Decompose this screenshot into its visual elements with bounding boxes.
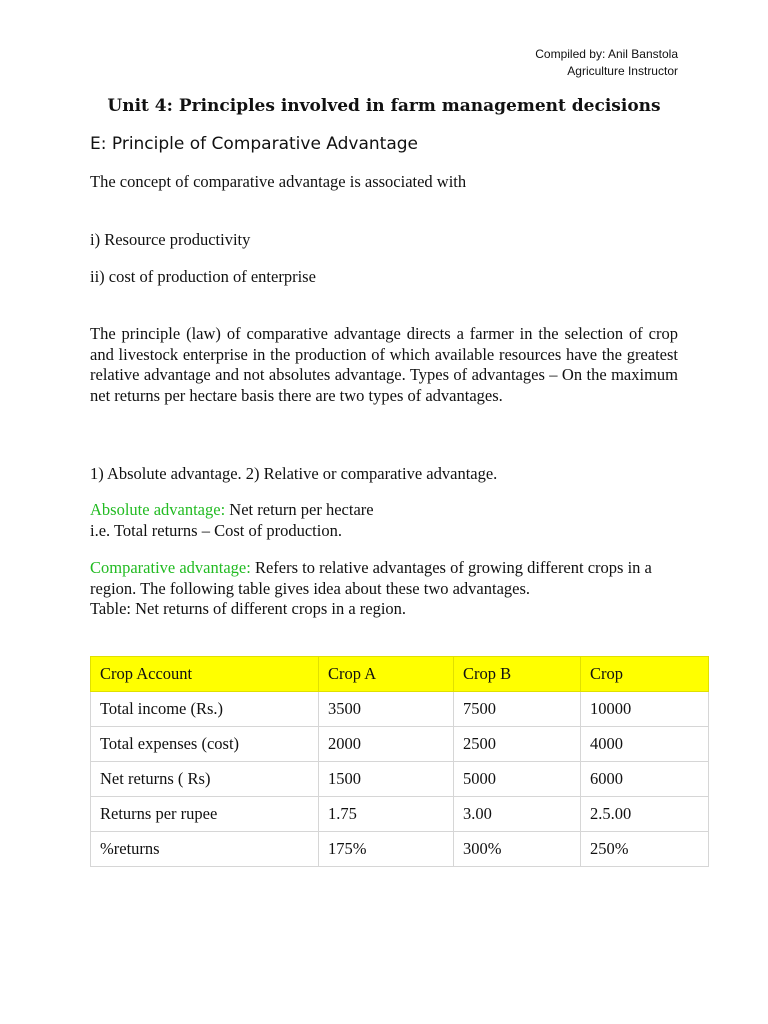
- table-cell: 300%: [454, 832, 581, 867]
- absolute-advantage-formula: i.e. Total returns – Cost of production.: [90, 520, 342, 540]
- table-cell: Returns per rupee: [91, 797, 319, 832]
- absolute-advantage-block: [90, 500, 678, 541]
- table-cell: 1500: [319, 762, 454, 797]
- table-row: [91, 797, 709, 832]
- table-cell: 4000: [581, 727, 709, 762]
- table-cell: 5000: [454, 762, 581, 797]
- principle-paragraph: The principle (law) of comparative advantage directs a farmer in the selection of crop and livestock enterprise in the production of which available resources have the greatest relative advantage and not absolutes advantage. Types of advantages – On the maximum net returns per hectare basis there are two types of advantages.: [90, 324, 678, 405]
- absolute-advantage-label: Absolute advantage:: [90, 500, 226, 519]
- absolute-advantage-text: Net return per hectare: [225, 500, 374, 519]
- table-cell: 7500: [454, 692, 581, 727]
- table-cell: Net returns ( Rs): [91, 762, 319, 797]
- comparative-advantage-block: [90, 558, 678, 620]
- compiled-by: Compiled by: Anil Banstola: [535, 47, 678, 61]
- header-crop-account: Crop Account: [91, 657, 319, 692]
- table-cell: 3.00: [454, 797, 581, 832]
- header-crop-a: Crop A: [319, 657, 454, 692]
- comparative-advantage-label: Comparative advantage:: [90, 558, 251, 577]
- table-cell: 175%: [319, 832, 454, 867]
- table-row: [91, 762, 709, 797]
- compiled-by-block: [535, 46, 678, 80]
- table-cell: Total income (Rs.): [91, 692, 319, 727]
- table-cell: %returns: [91, 832, 319, 867]
- table-row: [91, 692, 709, 727]
- list-item-cost-of-production: ii) cost of production of enterprise: [90, 267, 316, 286]
- table-cell: 2000: [319, 727, 454, 762]
- section-title: E: Principle of Comparative Advantage: [90, 134, 419, 154]
- table-cell: 10000: [581, 692, 709, 727]
- unit-title: Unit 4: Principles involved in farm management decisions: [107, 96, 661, 116]
- table-cell: 1.75: [319, 797, 454, 832]
- table-row: [91, 727, 709, 762]
- table-cell: 2.5.00: [581, 797, 709, 832]
- table-header-row: [91, 657, 709, 692]
- net-returns-table: [90, 656, 709, 867]
- table-cell: 250%: [581, 832, 709, 867]
- table-cell: 3500: [319, 692, 454, 727]
- advantage-types-line: 1) Absolute advantage. 2) Relative or comparative advantage.: [90, 464, 498, 483]
- header-crop: Crop: [581, 657, 709, 692]
- list-item-resource-productivity: i) Resource productivity: [90, 230, 251, 249]
- table-caption: Table: Net returns of different crops in a region.: [90, 599, 407, 618]
- header-crop-b: Crop B: [454, 657, 581, 692]
- table-row: [91, 832, 709, 867]
- comparative-advantage-text: Refers to relative advantages of growing different crops in a region. The following table gives idea about these two advantages.: [90, 558, 652, 598]
- author-role: Agriculture Instructor: [567, 64, 678, 78]
- intro-text: The concept of comparative advantage is associated with: [90, 172, 467, 191]
- table-cell: 2500: [454, 727, 581, 762]
- table-cell: 6000: [581, 762, 709, 797]
- table-cell: Total expenses (cost): [91, 727, 319, 762]
